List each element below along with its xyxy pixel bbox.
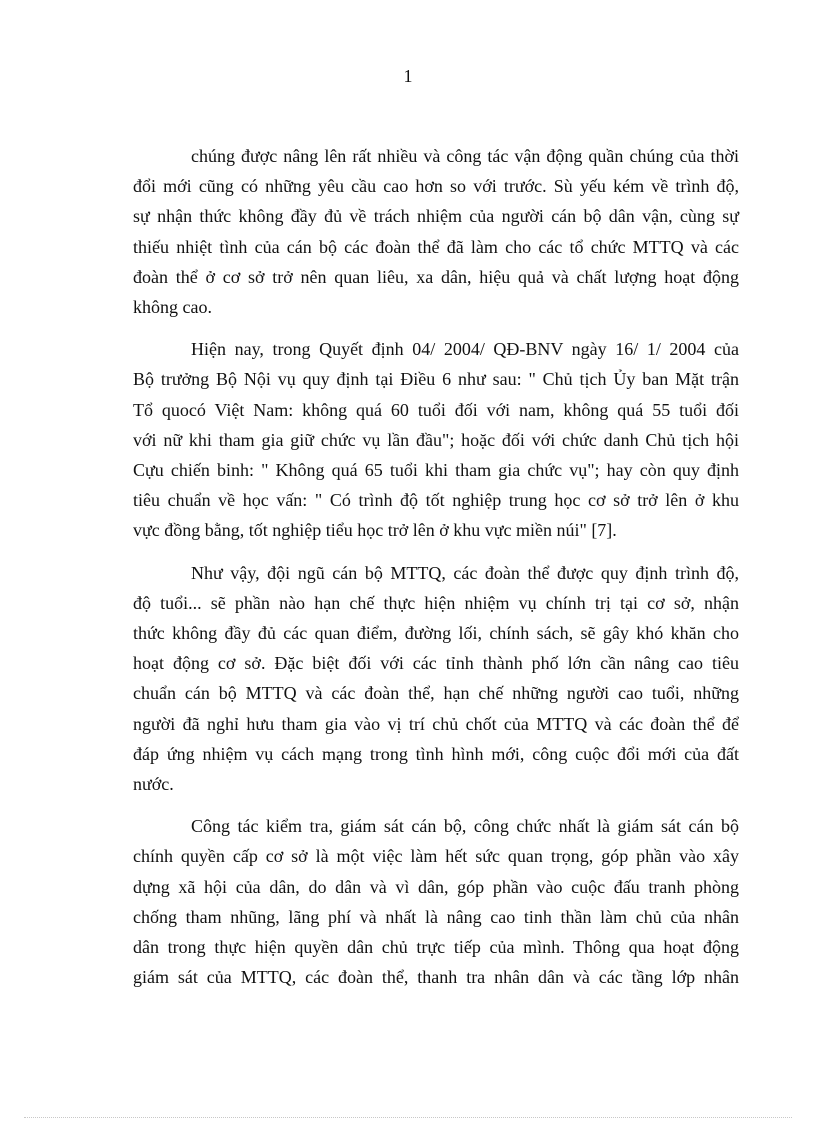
text-line: nước.: [133, 774, 174, 795]
text-line: Cựu chiến binh: " Không quá 65 tuổi khi tham gia chức vụ"; hay còn quy định: [133, 460, 739, 481]
text-line: đoàn thể ở cơ sở trở nên quan liêu, xa dân, hiệu quả và chất lượng hoạt động: [133, 266, 739, 287]
text-line: Tổ quocó Việt Nam: không quá 60 tuổi đối với nam, không quá 55 tuổi đối: [133, 399, 739, 420]
text-line: độ tuổi... sẽ phần nào hạn chế thực hiện nhiệm vụ chính trị tại cơ sở, nhận: [133, 592, 739, 613]
paragraph-2: [133, 334, 739, 545]
text-line: sự nhận thức không đầy đủ về trách nhiệm của người cán bộ dân vận, cùng sự: [133, 206, 739, 227]
text-line: người đã nghỉ hưu tham gia vào vị trí chủ chốt của MTTQ và các đoàn thể để: [133, 713, 739, 734]
text-line: chống tham nhũng, lãng phí và nhất là nâng cao tinh thần làm chủ của nhân: [133, 906, 739, 927]
text-line: với nữ khi tham gia giữ chức vụ lần đầu"; hoặc đối với chức danh Chủ tịch hội: [133, 429, 739, 450]
text-line: giám sát của MTTQ, các đoàn thể, thanh tra nhân dân và các tầng lớp nhân: [133, 967, 739, 988]
text-line: thức không đầy đủ các quan điểm, đường lối, chính sách, sẽ gây khó khăn cho: [133, 623, 739, 644]
paragraph-4: [133, 811, 739, 992]
text-line: chúng được nâng lên rất nhiều và công tác vận động quần chúng của thời: [191, 146, 739, 166]
text-line: Bộ trưởng Bộ Nội vụ quy định tại Điều 6 như sau: " Chủ tịch Ủy ban Mặt trận: [133, 369, 739, 390]
text-line: thiếu nhiệt tình của cán bộ các đoàn thể đã làm cho các tổ chức MTTQ và các: [133, 236, 739, 257]
text-line: Như vậy, đội ngũ cán bộ MTTQ, các đoàn thể được quy định trình độ,: [191, 562, 739, 583]
document-body: [133, 141, 739, 992]
text-line: đáp ứng nhiệm vụ cách mạng trong tình hình mới, công cuộc đổi mới của đất: [133, 743, 739, 764]
text-line: chính quyền cấp cơ sở là một việc làm hết sức quan trọng, góp phần vào xây: [133, 846, 739, 867]
text-line: không cao.: [133, 297, 212, 318]
text-line: vực đồng bằng, tốt nghiệp tiểu học trở lên ở khu vực miền núi" [7].: [133, 520, 617, 541]
text-line: chuẩn cán bộ MTTQ và các đoàn thể, hạn chế những người cao tuổi, những: [133, 683, 739, 704]
page-number: 1: [403, 66, 413, 86]
text-line: tiêu chuẩn về học vấn: " Có trình độ tốt nghiệp trung học cơ sở trở lên ở khu: [133, 490, 739, 511]
text-line: Công tác kiểm tra, giám sát cán bộ, công chức nhất là giám sát cán bộ: [191, 816, 739, 837]
text-line: hoạt động cơ sở. Đặc biệt đối với các tỉnh thành phố lớn cần nâng cao tiêu: [133, 653, 739, 674]
page-bottom-divider: [24, 1117, 792, 1118]
text-line: Hiện nay, trong Quyết định 04/ 2004/ QĐ-BNV ngày 16/ 1/ 2004 của: [191, 339, 739, 360]
text-line: dân trong thực hiện quyền dân chủ trực tiếp của mình. Thông qua hoạt động: [133, 937, 739, 958]
paragraph-3: [133, 558, 739, 800]
text-line: đổi mới cũng có những yêu cầu cao hơn so với trước. Sù yếu kém về trình độ,: [133, 176, 739, 197]
text-line: dựng xã hội của dân, do dân và vì dân, góp phần vào cuộc đấu tranh phòng: [133, 876, 739, 897]
paragraph-1: [133, 141, 739, 322]
